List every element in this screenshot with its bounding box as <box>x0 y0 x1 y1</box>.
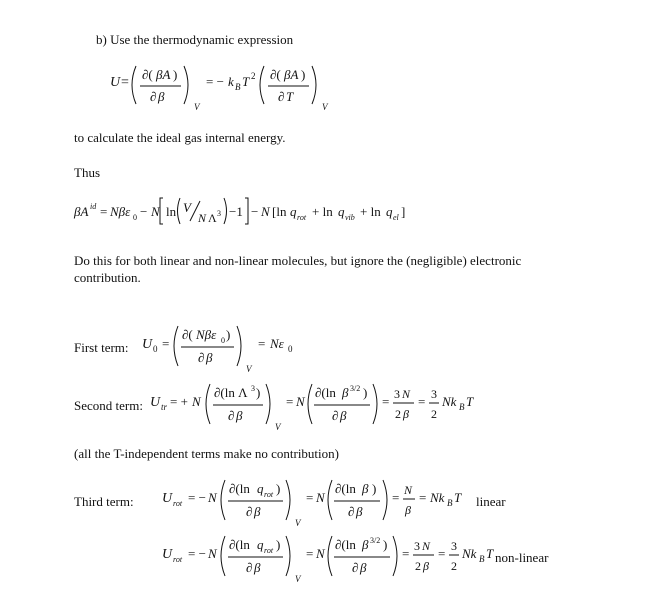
svg-text:B: B <box>479 554 485 564</box>
svg-text:= −: = − <box>188 546 206 561</box>
svg-text:rot: rot <box>264 546 274 555</box>
svg-text:T: T <box>454 490 462 505</box>
svg-text:=: = <box>306 490 314 505</box>
svg-text:∂: ∂ <box>246 560 253 575</box>
svg-text:=: = <box>418 394 426 409</box>
third-term-nonlinear-equation <box>162 528 492 592</box>
svg-text:Nk: Nk <box>462 546 477 561</box>
svg-text:Λ: Λ <box>208 211 217 225</box>
svg-text:N: N <box>261 204 270 219</box>
svg-text:tr: tr <box>161 402 168 412</box>
svg-text:Nk: Nk <box>430 490 445 505</box>
svg-text:−: − <box>251 204 259 219</box>
svg-text:N: N <box>208 490 217 505</box>
svg-text:=: = <box>402 546 410 561</box>
svg-text:0: 0 <box>288 344 293 354</box>
svg-text:β: β <box>340 408 347 423</box>
svg-text:β: β <box>356 504 363 519</box>
svg-text:∂: ∂ <box>348 504 355 519</box>
svg-text:∂(ln: ∂(ln <box>229 537 250 552</box>
svg-text:Nε: Nε <box>270 336 284 351</box>
svg-text:rot: rot <box>173 555 183 564</box>
svg-text:2: 2 <box>251 71 256 81</box>
linear-label: linear <box>476 494 506 509</box>
svg-text:=: = <box>382 394 390 409</box>
svg-text:3: 3 <box>431 387 437 401</box>
svg-text:β: β <box>360 560 367 575</box>
svg-text:2: 2 <box>415 559 421 573</box>
svg-text:0: 0 <box>221 336 225 345</box>
svg-text:=: = <box>100 204 108 219</box>
svg-text:Nβε: Nβε <box>196 327 217 342</box>
svg-text:β: β <box>362 481 369 496</box>
svg-text:β: β <box>423 559 429 573</box>
svg-text:V: V <box>275 422 281 432</box>
t-independent-note: (all the T-independent terms make no contribution) <box>74 446 339 461</box>
svg-text:∂(ln Λ: ∂(ln Λ <box>214 385 248 400</box>
svg-text:=: = <box>162 336 170 351</box>
svg-text:N: N <box>316 490 325 505</box>
svg-text:B: B <box>235 82 241 92</box>
svg-text:N: N <box>151 204 160 219</box>
svg-text:∂(ln: ∂(ln <box>335 537 356 552</box>
svg-text:q: q <box>338 204 345 219</box>
svg-text:k: k <box>228 74 234 89</box>
second-term-equation <box>150 376 480 436</box>
svg-text:∂: ∂ <box>352 560 359 575</box>
svg-text:=: = <box>419 490 427 505</box>
svg-text:U: U <box>110 75 121 90</box>
svg-text:q: q <box>386 204 393 219</box>
svg-text:β: β <box>403 407 409 421</box>
svg-text:2: 2 <box>451 559 457 573</box>
beta-a-id-equation <box>74 192 454 232</box>
u-expression-equation <box>110 60 350 120</box>
svg-text:0: 0 <box>133 213 137 222</box>
svg-text:∂(: ∂( <box>270 67 281 82</box>
svg-text:3/2: 3/2 <box>350 384 361 393</box>
svg-text:∂(: ∂( <box>182 327 193 342</box>
svg-text:β: β <box>236 408 243 423</box>
svg-text:= −: = − <box>206 74 224 89</box>
svg-text:V: V <box>194 102 200 112</box>
thus-text: Thus <box>74 165 100 180</box>
svg-text:β: β <box>254 504 261 519</box>
svg-text:=: = <box>438 546 446 561</box>
non-linear-label: non-linear <box>495 550 549 565</box>
svg-text:): ) <box>256 385 261 400</box>
svg-text:N: N <box>316 546 325 561</box>
svg-text:Nβε: Nβε <box>110 204 131 219</box>
svg-text:): ) <box>372 481 377 496</box>
svg-text:3/2: 3/2 <box>370 536 381 545</box>
svg-text:N: N <box>422 539 431 553</box>
svg-text:N: N <box>208 546 217 561</box>
svg-text:V: V <box>295 518 301 528</box>
svg-text:V: V <box>246 364 252 374</box>
svg-text:q: q <box>257 481 264 496</box>
svg-text:βA: βA <box>74 204 89 219</box>
svg-text:∂(ln: ∂(ln <box>335 481 356 496</box>
svg-text:): ) <box>226 327 231 342</box>
svg-text:=: = <box>258 336 266 351</box>
svg-text:= −: = − <box>188 490 206 505</box>
svg-text:β: β <box>405 503 411 517</box>
third-term-linear-equation <box>162 472 492 532</box>
svg-text:2: 2 <box>431 407 437 421</box>
svg-text:N: N <box>198 211 207 225</box>
svg-text:β: β <box>254 560 261 575</box>
part-b-heading: b) Use the thermodynamic expression <box>96 32 294 47</box>
svg-text:ln: ln <box>166 204 177 219</box>
svg-text:∂: ∂ <box>278 89 285 104</box>
svg-text:B: B <box>447 498 453 508</box>
svg-text:∂: ∂ <box>150 89 157 104</box>
svg-text:∂(ln: ∂(ln <box>315 385 336 400</box>
svg-text:β: β <box>158 89 165 104</box>
first-term-label: First term: <box>74 340 129 355</box>
svg-text:3: 3 <box>394 387 400 401</box>
svg-text:∂: ∂ <box>332 408 339 423</box>
svg-text:=: = <box>286 394 294 409</box>
svg-text:= +: = + <box>170 394 188 409</box>
svg-text:B: B <box>459 402 465 412</box>
svg-text:0: 0 <box>153 344 158 354</box>
svg-text:V: V <box>183 200 191 215</box>
svg-text:T: T <box>242 74 250 89</box>
svg-text:): ) <box>173 67 178 82</box>
svg-text:+ ln: + ln <box>312 204 333 219</box>
svg-text:3: 3 <box>451 539 457 553</box>
svg-text:V: V <box>322 102 328 112</box>
svg-text:β: β <box>206 350 213 365</box>
svg-text:q: q <box>290 204 297 219</box>
svg-text:Nk: Nk <box>442 394 457 409</box>
svg-text:): ) <box>383 537 388 552</box>
instruction-line-1: Do this for both linear and non-linear molecules, but ignore the (negligible) electronic <box>74 253 522 268</box>
svg-text:rot: rot <box>264 490 274 499</box>
svg-text:−: − <box>140 204 148 219</box>
svg-text:U: U <box>150 395 161 410</box>
svg-text:=: = <box>306 546 314 561</box>
svg-text:2: 2 <box>395 407 401 421</box>
svg-text:3: 3 <box>251 384 255 393</box>
svg-text:=: = <box>392 490 400 505</box>
svg-text:): ) <box>276 481 281 496</box>
svg-text:βA: βA <box>284 67 299 82</box>
svg-text:N: N <box>192 394 201 409</box>
after-equation-text: to calculate the ideal gas internal energy. <box>74 130 286 145</box>
svg-text:vib: vib <box>345 213 355 222</box>
svg-text:N: N <box>402 387 411 401</box>
svg-text:q: q <box>257 537 264 552</box>
svg-text:T: T <box>486 546 494 561</box>
svg-text:∂: ∂ <box>228 408 235 423</box>
svg-text:]: ] <box>401 204 406 219</box>
svg-text:[ln: [ln <box>272 204 287 219</box>
svg-text:V: V <box>295 574 301 584</box>
svg-text:el: el <box>393 213 399 222</box>
instruction-line-2: contribution. <box>74 270 141 285</box>
svg-text:rot: rot <box>297 213 307 222</box>
svg-text:−1: −1 <box>229 204 243 219</box>
svg-text:): ) <box>363 385 368 400</box>
svg-text:3: 3 <box>414 539 420 553</box>
svg-text:): ) <box>276 537 281 552</box>
second-term-label: Second term: <box>74 398 143 413</box>
svg-text:∂: ∂ <box>198 350 205 365</box>
svg-text:∂(ln: ∂(ln <box>229 481 250 496</box>
first-term-equation <box>142 318 322 378</box>
svg-text:U: U <box>142 337 153 352</box>
svg-text:N: N <box>296 394 305 409</box>
svg-text:T: T <box>466 394 474 409</box>
svg-text:βA: βA <box>156 67 171 82</box>
svg-text:): ) <box>301 67 306 82</box>
svg-text:+ ln: + ln <box>360 204 381 219</box>
third-term-label: Third term: <box>74 494 134 509</box>
svg-text:β: β <box>362 537 369 552</box>
svg-text:3: 3 <box>217 209 221 218</box>
svg-text:N: N <box>404 483 413 497</box>
svg-text:U: U <box>162 491 173 506</box>
svg-text:id: id <box>90 202 97 211</box>
svg-text:∂(: ∂( <box>142 67 153 82</box>
svg-text:∂: ∂ <box>246 504 253 519</box>
svg-text:T: T <box>286 89 294 104</box>
svg-text:β: β <box>342 385 349 400</box>
svg-text:rot: rot <box>173 499 183 508</box>
svg-text:=: = <box>121 75 129 90</box>
svg-text:U: U <box>162 547 173 562</box>
